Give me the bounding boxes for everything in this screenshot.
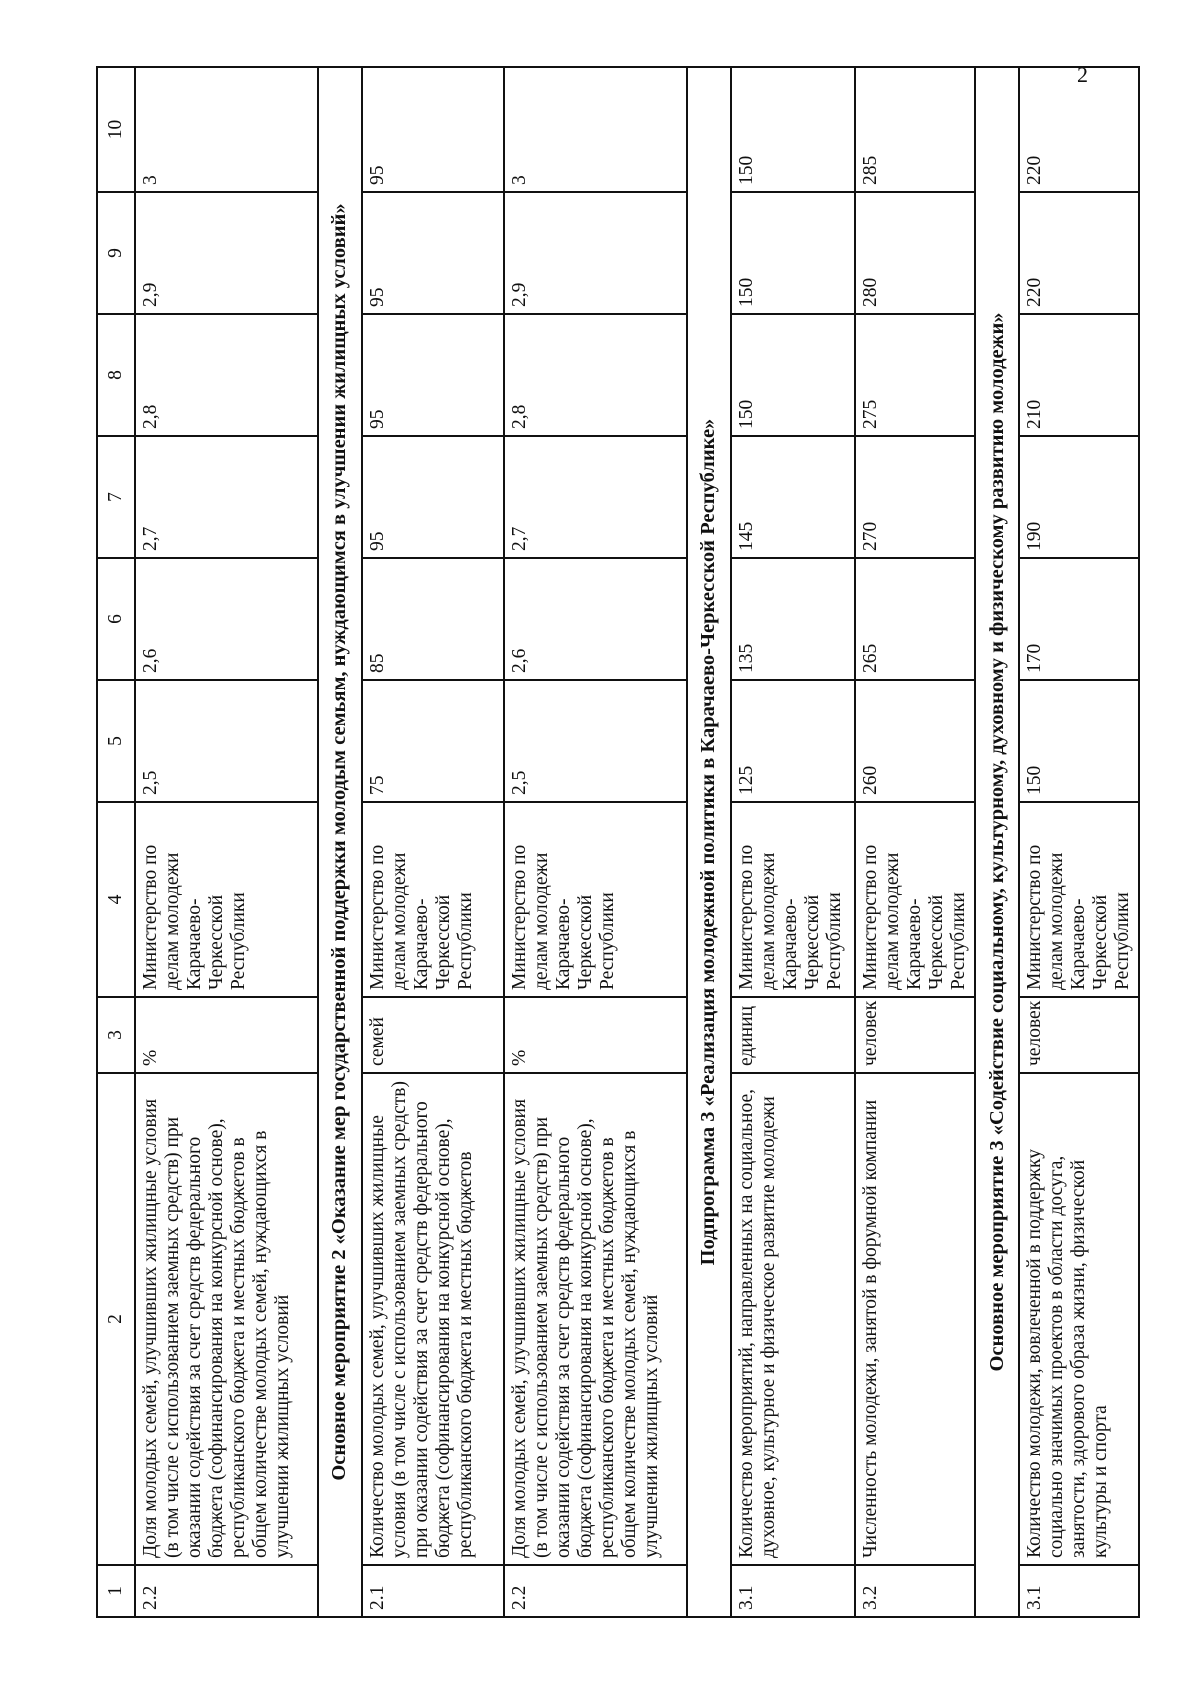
table-cell: семей bbox=[362, 997, 504, 1073]
header-cell: 5 bbox=[97, 680, 135, 802]
table-cell: 2,7 bbox=[504, 436, 687, 558]
table-cell: 275 bbox=[855, 314, 975, 436]
table-cell: 2.2 bbox=[135, 1565, 318, 1617]
table-cell: Министерство по делам молодежи Карачаево-Черкесской Республики bbox=[731, 802, 855, 997]
table-cell: 2,7 bbox=[135, 436, 318, 558]
table-cell: % bbox=[504, 997, 687, 1073]
table-cell: Министерство по делам молодежи Карачаево-Черкесской Республики bbox=[1019, 802, 1139, 997]
table-cell: Министерство по делам молодежи Карачаево-Черкесской Республики bbox=[362, 802, 504, 997]
table-cell: Доля молодых семей, улучшивших жилищные условия (в том числе с использованием заемных средств) при оказании содействия за счет средств федерального бюджета (софинансирования на конкурсной основе), республиканского бюджета и местных бюджетов в общем количестве молодых семей, нуждающихся в улучшении жилищных условий bbox=[135, 1073, 318, 1565]
table-cell: 95 bbox=[362, 67, 504, 192]
header-cell: 9 bbox=[97, 192, 135, 314]
table-cell: 2.1 bbox=[362, 1565, 504, 1617]
table-cell: 125 bbox=[731, 680, 855, 802]
table-cell: 220 bbox=[1019, 67, 1139, 192]
table-cell: 85 bbox=[362, 558, 504, 680]
table-cell: 170 bbox=[1019, 558, 1139, 680]
section-row bbox=[318, 67, 362, 1617]
table-cell: 135 bbox=[731, 558, 855, 680]
table-cell: 3 bbox=[135, 67, 318, 192]
header-cell: 6 bbox=[97, 558, 135, 680]
table-cell: 95 bbox=[362, 436, 504, 558]
header-cell: 10 bbox=[97, 67, 135, 192]
table-cell: человек bbox=[855, 997, 975, 1073]
table-cell: 95 bbox=[362, 192, 504, 314]
table-cell: % bbox=[135, 997, 318, 1073]
table-cell: 150 bbox=[1019, 680, 1139, 802]
section-title: Подпрограмма 3 «Реализация молодежной политики в Карачаево-Черкесской Республике» bbox=[687, 67, 731, 1617]
table-cell: 150 bbox=[731, 314, 855, 436]
table-cell: 2.2 bbox=[504, 1565, 687, 1617]
header-row bbox=[97, 67, 135, 1617]
rotated-table-container bbox=[96, 68, 1134, 1618]
table-cell: 210 bbox=[1019, 314, 1139, 436]
table-cell: 75 bbox=[362, 680, 504, 802]
table-cell: 2,5 bbox=[135, 680, 318, 802]
table-cell: 2,8 bbox=[135, 314, 318, 436]
table-cell: 145 bbox=[731, 436, 855, 558]
table-cell: Количество молодежи, вовлеченной в поддержку социально значимых проектов в области досуга, занятости, здорового образа жизни, физической культуры и спорта bbox=[1019, 1073, 1139, 1565]
header-cell: 8 bbox=[97, 314, 135, 436]
table-row bbox=[855, 67, 975, 1617]
table-cell: Количество мероприятий, направленных на социальное, духовное, культурное и физическое развитие молодежи bbox=[731, 1073, 855, 1565]
table-cell: 260 bbox=[855, 680, 975, 802]
header-cell: 3 bbox=[97, 997, 135, 1073]
table-cell: 280 bbox=[855, 192, 975, 314]
section-title: Основное мероприятие 2 «Оказание мер государственной поддержки молодым семьям, нуждающимся в улучшении жилищных условий» bbox=[318, 67, 362, 1617]
table-body bbox=[97, 67, 1139, 1617]
header-cell: 1 bbox=[97, 1565, 135, 1617]
section-row bbox=[687, 67, 731, 1617]
table-row bbox=[504, 67, 687, 1617]
table-cell: единиц bbox=[731, 997, 855, 1073]
table-cell: 2,8 bbox=[504, 314, 687, 436]
table-row bbox=[362, 67, 504, 1617]
table-cell: Количество молодых семей, улучшивших жилищные условия (в том числе с использованием заемных средств) при оказании содействия за счет средств федерального бюджета (софинансирования на конкурсной основе), республиканского бюджета и местных бюджетов bbox=[362, 1073, 504, 1565]
table-cell: 2,9 bbox=[135, 192, 318, 314]
table-cell: 95 bbox=[362, 314, 504, 436]
table-cell: 270 bbox=[855, 436, 975, 558]
table-cell: Доля молодых семей, улучшивших жилищные условия (в том числе с использованием заемных средств) при оказании содействия за счет средств федерального бюджета (софинансирования на конкурсной основе), республиканского бюджета и местных бюджетов в общем количестве молодых семей, нуждающихся в улучшении жилищных условий bbox=[504, 1073, 687, 1565]
header-cell: 4 bbox=[97, 802, 135, 997]
table-cell: человек bbox=[1019, 997, 1139, 1073]
section-title: Основное мероприятие 3 «Содействие социальному, культурному, духовному и физическому развитию молодежи» bbox=[975, 67, 1019, 1617]
table-row bbox=[1019, 67, 1139, 1617]
table-cell: Министерство по делам молодежи Карачаево-Черкесской Республики bbox=[855, 802, 975, 997]
table-cell: 2,5 bbox=[504, 680, 687, 802]
table-cell: 3.1 bbox=[1019, 1565, 1139, 1617]
table-cell: 2,6 bbox=[504, 558, 687, 680]
table-cell: 150 bbox=[731, 192, 855, 314]
table-cell: Численность молодежи, занятой в форумной компании bbox=[855, 1073, 975, 1565]
table-cell: Министерство по делам молодежи Карачаево-Черкесской Республики bbox=[135, 802, 318, 997]
table-cell: 2,6 bbox=[135, 558, 318, 680]
table-cell: 285 bbox=[855, 67, 975, 192]
table-cell: 265 bbox=[855, 558, 975, 680]
header-cell: 2 bbox=[97, 1073, 135, 1565]
table-cell: 2,9 bbox=[504, 192, 687, 314]
table-cell: 190 bbox=[1019, 436, 1139, 558]
table-cell: 220 bbox=[1019, 192, 1139, 314]
table-cell: 3.1 bbox=[731, 1565, 855, 1617]
table-cell: Министерство по делам молодежи Карачаево-Черкесской Республики bbox=[504, 802, 687, 997]
header-cell: 7 bbox=[97, 436, 135, 558]
table-cell: 3 bbox=[504, 67, 687, 192]
indicators-table bbox=[96, 66, 1140, 1618]
section-row bbox=[975, 67, 1019, 1617]
table-cell: 150 bbox=[731, 67, 855, 192]
table-row bbox=[135, 67, 318, 1617]
table-cell: 3.2 bbox=[855, 1565, 975, 1617]
table-row bbox=[731, 67, 855, 1617]
page-number: 2 bbox=[1077, 62, 1088, 87]
